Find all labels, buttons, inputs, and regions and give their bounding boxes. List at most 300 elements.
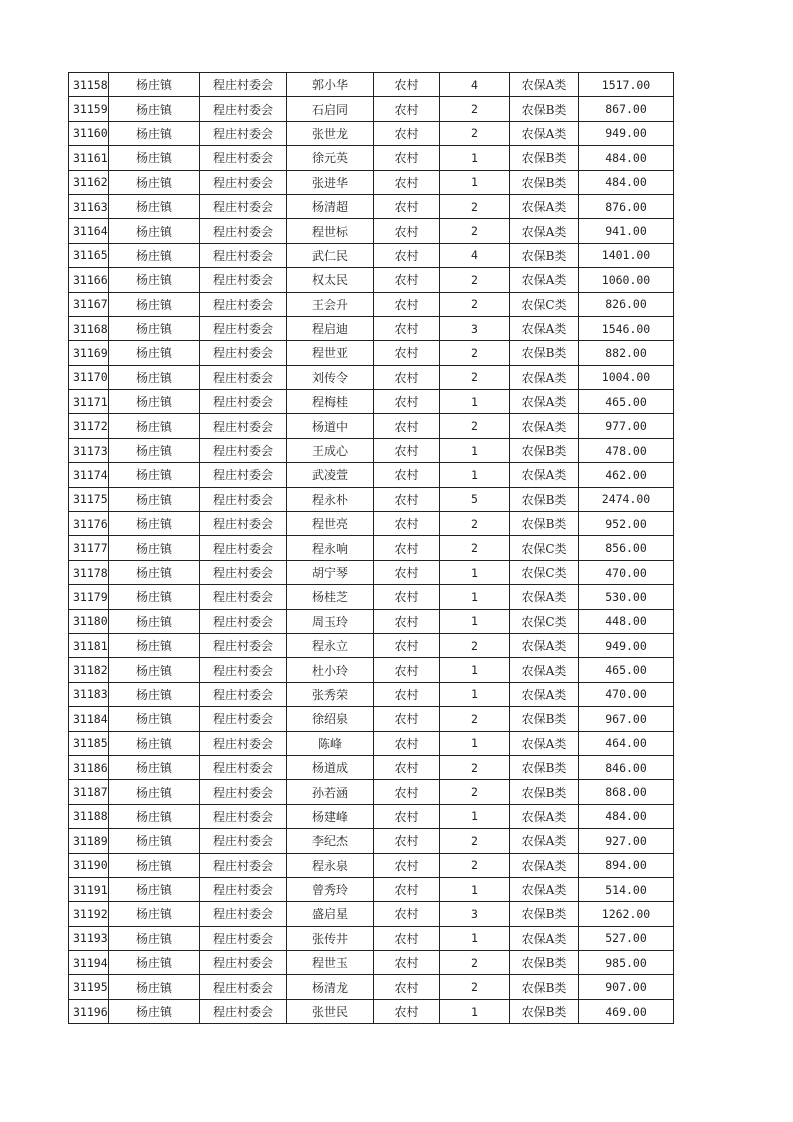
insurance-category-cell: 农保B类 bbox=[510, 951, 579, 975]
town-cell: 杨庄镇 bbox=[109, 829, 200, 853]
village-committee-cell: 程庄村委会 bbox=[200, 877, 287, 901]
table-row bbox=[69, 975, 674, 999]
amount-cell: 465.00 bbox=[579, 390, 674, 414]
family-size-cell: 1 bbox=[440, 926, 510, 950]
record-id-cell: 31183 bbox=[69, 682, 109, 706]
record-id-cell: 31174 bbox=[69, 463, 109, 487]
family-size-cell: 3 bbox=[440, 902, 510, 926]
insurance-category-cell: 农保A类 bbox=[510, 877, 579, 901]
name-cell: 张传井 bbox=[287, 926, 374, 950]
household-type-cell: 农村 bbox=[374, 97, 440, 121]
village-committee-cell: 程庄村委会 bbox=[200, 536, 287, 560]
table-row bbox=[69, 414, 674, 438]
insurance-category-cell: 农保A类 bbox=[510, 853, 579, 877]
name-cell: 李纪杰 bbox=[287, 829, 374, 853]
table-row bbox=[69, 316, 674, 340]
amount-cell: 1546.00 bbox=[579, 316, 674, 340]
village-committee-cell: 程庄村委会 bbox=[200, 463, 287, 487]
record-id-cell: 31192 bbox=[69, 902, 109, 926]
name-cell: 周玉玲 bbox=[287, 609, 374, 633]
table-row bbox=[69, 390, 674, 414]
town-cell: 杨庄镇 bbox=[109, 438, 200, 462]
town-cell: 杨庄镇 bbox=[109, 780, 200, 804]
amount-cell: 882.00 bbox=[579, 341, 674, 365]
insurance-category-cell: 农保B类 bbox=[510, 512, 579, 536]
table-row bbox=[69, 365, 674, 389]
amount-cell: 1517.00 bbox=[579, 73, 674, 97]
amount-cell: 949.00 bbox=[579, 633, 674, 657]
town-cell: 杨庄镇 bbox=[109, 292, 200, 316]
village-committee-cell: 程庄村委会 bbox=[200, 560, 287, 584]
record-id-cell: 31181 bbox=[69, 633, 109, 657]
table-row bbox=[69, 536, 674, 560]
amount-cell: 894.00 bbox=[579, 853, 674, 877]
name-cell: 杨清超 bbox=[287, 194, 374, 218]
insurance-category-cell: 农保A类 bbox=[510, 682, 579, 706]
household-type-cell: 农村 bbox=[374, 365, 440, 389]
amount-cell: 469.00 bbox=[579, 999, 674, 1023]
household-type-cell: 农村 bbox=[374, 219, 440, 243]
town-cell: 杨庄镇 bbox=[109, 926, 200, 950]
family-size-cell: 2 bbox=[440, 633, 510, 657]
insurance-category-cell: 农保B类 bbox=[510, 341, 579, 365]
village-committee-cell: 程庄村委会 bbox=[200, 512, 287, 536]
table-row bbox=[69, 707, 674, 731]
village-committee-cell: 程庄村委会 bbox=[200, 487, 287, 511]
village-committee-cell: 程庄村委会 bbox=[200, 121, 287, 145]
table-row bbox=[69, 560, 674, 584]
household-type-cell: 农村 bbox=[374, 707, 440, 731]
name-cell: 石启同 bbox=[287, 97, 374, 121]
table-row bbox=[69, 438, 674, 462]
insurance-category-cell: 农保A类 bbox=[510, 658, 579, 682]
amount-cell: 484.00 bbox=[579, 804, 674, 828]
town-cell: 杨庄镇 bbox=[109, 999, 200, 1023]
town-cell: 杨庄镇 bbox=[109, 268, 200, 292]
town-cell: 杨庄镇 bbox=[109, 219, 200, 243]
insurance-category-cell: 农保A类 bbox=[510, 121, 579, 145]
record-id-cell: 31169 bbox=[69, 341, 109, 365]
record-id-cell: 31184 bbox=[69, 707, 109, 731]
town-cell: 杨庄镇 bbox=[109, 97, 200, 121]
name-cell: 孙若涵 bbox=[287, 780, 374, 804]
household-type-cell: 农村 bbox=[374, 438, 440, 462]
insurance-category-cell: 农保B类 bbox=[510, 170, 579, 194]
town-cell: 杨庄镇 bbox=[109, 902, 200, 926]
household-type-cell: 农村 bbox=[374, 268, 440, 292]
town-cell: 杨庄镇 bbox=[109, 633, 200, 657]
record-id-cell: 31186 bbox=[69, 755, 109, 779]
table-row bbox=[69, 926, 674, 950]
village-committee-cell: 程庄村委会 bbox=[200, 926, 287, 950]
family-size-cell: 2 bbox=[440, 194, 510, 218]
record-id-cell: 31182 bbox=[69, 658, 109, 682]
table-row bbox=[69, 268, 674, 292]
name-cell: 徐元英 bbox=[287, 146, 374, 170]
village-committee-cell: 程庄村委会 bbox=[200, 292, 287, 316]
amount-cell: 985.00 bbox=[579, 951, 674, 975]
family-size-cell: 1 bbox=[440, 731, 510, 755]
town-cell: 杨庄镇 bbox=[109, 194, 200, 218]
amount-cell: 1401.00 bbox=[579, 243, 674, 267]
name-cell: 张世龙 bbox=[287, 121, 374, 145]
village-committee-cell: 程庄村委会 bbox=[200, 609, 287, 633]
town-cell: 杨庄镇 bbox=[109, 804, 200, 828]
amount-cell: 530.00 bbox=[579, 585, 674, 609]
town-cell: 杨庄镇 bbox=[109, 146, 200, 170]
family-size-cell: 2 bbox=[440, 829, 510, 853]
household-type-cell: 农村 bbox=[374, 316, 440, 340]
village-committee-cell: 程庄村委会 bbox=[200, 268, 287, 292]
household-type-cell: 农村 bbox=[374, 780, 440, 804]
name-cell: 杨道成 bbox=[287, 755, 374, 779]
household-type-cell: 农村 bbox=[374, 682, 440, 706]
village-committee-cell: 程庄村委会 bbox=[200, 194, 287, 218]
record-id-cell: 31195 bbox=[69, 975, 109, 999]
name-cell: 杨建峰 bbox=[287, 804, 374, 828]
insurance-category-cell: 农保A类 bbox=[510, 390, 579, 414]
amount-cell: 527.00 bbox=[579, 926, 674, 950]
table-row bbox=[69, 243, 674, 267]
village-committee-cell: 程庄村委会 bbox=[200, 633, 287, 657]
table-row bbox=[69, 292, 674, 316]
household-type-cell: 农村 bbox=[374, 121, 440, 145]
household-type-cell: 农村 bbox=[374, 194, 440, 218]
family-size-cell: 2 bbox=[440, 97, 510, 121]
household-type-cell: 农村 bbox=[374, 341, 440, 365]
table-row bbox=[69, 682, 674, 706]
insurance-category-cell: 农保B类 bbox=[510, 755, 579, 779]
amount-cell: 846.00 bbox=[579, 755, 674, 779]
insurance-category-cell: 农保A类 bbox=[510, 365, 579, 389]
amount-cell: 856.00 bbox=[579, 536, 674, 560]
village-committee-cell: 程庄村委会 bbox=[200, 804, 287, 828]
table-row bbox=[69, 97, 674, 121]
insurance-category-cell: 农保A类 bbox=[510, 414, 579, 438]
family-size-cell: 1 bbox=[440, 390, 510, 414]
name-cell: 王成心 bbox=[287, 438, 374, 462]
table-row bbox=[69, 951, 674, 975]
name-cell: 程世玉 bbox=[287, 951, 374, 975]
table-row bbox=[69, 780, 674, 804]
town-cell: 杨庄镇 bbox=[109, 877, 200, 901]
town-cell: 杨庄镇 bbox=[109, 755, 200, 779]
village-committee-cell: 程庄村委会 bbox=[200, 414, 287, 438]
record-id-cell: 31189 bbox=[69, 829, 109, 853]
name-cell: 武凌萱 bbox=[287, 463, 374, 487]
insurance-category-cell: 农保B类 bbox=[510, 97, 579, 121]
record-id-cell: 31159 bbox=[69, 97, 109, 121]
town-cell: 杨庄镇 bbox=[109, 975, 200, 999]
table-row bbox=[69, 804, 674, 828]
town-cell: 杨庄镇 bbox=[109, 536, 200, 560]
amount-cell: 2474.00 bbox=[579, 487, 674, 511]
amount-cell: 465.00 bbox=[579, 658, 674, 682]
record-id-cell: 31163 bbox=[69, 194, 109, 218]
family-size-cell: 2 bbox=[440, 341, 510, 365]
table-row bbox=[69, 999, 674, 1023]
name-cell: 曾秀玲 bbox=[287, 877, 374, 901]
family-size-cell: 2 bbox=[440, 292, 510, 316]
name-cell: 程永泉 bbox=[287, 853, 374, 877]
insurance-category-cell: 农保C类 bbox=[510, 292, 579, 316]
amount-cell: 941.00 bbox=[579, 219, 674, 243]
family-size-cell: 3 bbox=[440, 316, 510, 340]
record-id-cell: 31162 bbox=[69, 170, 109, 194]
table-row bbox=[69, 341, 674, 365]
record-id-cell: 31175 bbox=[69, 487, 109, 511]
insurance-category-cell: 农保A类 bbox=[510, 73, 579, 97]
record-id-cell: 31193 bbox=[69, 926, 109, 950]
household-type-cell: 农村 bbox=[374, 609, 440, 633]
household-type-cell: 农村 bbox=[374, 512, 440, 536]
town-cell: 杨庄镇 bbox=[109, 341, 200, 365]
family-size-cell: 1 bbox=[440, 438, 510, 462]
name-cell: 王会升 bbox=[287, 292, 374, 316]
village-committee-cell: 程庄村委会 bbox=[200, 951, 287, 975]
record-id-cell: 31185 bbox=[69, 731, 109, 755]
record-id-cell: 31167 bbox=[69, 292, 109, 316]
village-committee-cell: 程庄村委会 bbox=[200, 707, 287, 731]
insurance-category-cell: 农保B类 bbox=[510, 707, 579, 731]
name-cell: 杨清龙 bbox=[287, 975, 374, 999]
table-row bbox=[69, 121, 674, 145]
insurance-category-cell: 农保A类 bbox=[510, 585, 579, 609]
record-id-cell: 31164 bbox=[69, 219, 109, 243]
household-type-cell: 农村 bbox=[374, 585, 440, 609]
record-id-cell: 31158 bbox=[69, 73, 109, 97]
amount-cell: 484.00 bbox=[579, 170, 674, 194]
household-type-cell: 农村 bbox=[374, 390, 440, 414]
table-row bbox=[69, 585, 674, 609]
family-size-cell: 2 bbox=[440, 755, 510, 779]
insurance-category-cell: 农保A类 bbox=[510, 633, 579, 657]
household-type-cell: 农村 bbox=[374, 73, 440, 97]
insurance-category-cell: 农保B类 bbox=[510, 146, 579, 170]
family-size-cell: 2 bbox=[440, 268, 510, 292]
amount-cell: 448.00 bbox=[579, 609, 674, 633]
family-size-cell: 1 bbox=[440, 146, 510, 170]
insurance-category-cell: 农保B类 bbox=[510, 243, 579, 267]
town-cell: 杨庄镇 bbox=[109, 585, 200, 609]
household-type-cell: 农村 bbox=[374, 536, 440, 560]
amount-cell: 876.00 bbox=[579, 194, 674, 218]
family-size-cell: 1 bbox=[440, 804, 510, 828]
amount-cell: 1060.00 bbox=[579, 268, 674, 292]
insurance-category-cell: 农保B类 bbox=[510, 438, 579, 462]
town-cell: 杨庄镇 bbox=[109, 512, 200, 536]
town-cell: 杨庄镇 bbox=[109, 658, 200, 682]
record-id-cell: 31161 bbox=[69, 146, 109, 170]
record-id-cell: 31177 bbox=[69, 536, 109, 560]
record-id-cell: 31165 bbox=[69, 243, 109, 267]
household-type-cell: 农村 bbox=[374, 926, 440, 950]
name-cell: 张秀荣 bbox=[287, 682, 374, 706]
record-id-cell: 31196 bbox=[69, 999, 109, 1023]
household-type-cell: 农村 bbox=[374, 243, 440, 267]
family-size-cell: 2 bbox=[440, 536, 510, 560]
insurance-category-cell: 农保A类 bbox=[510, 219, 579, 243]
amount-cell: 514.00 bbox=[579, 877, 674, 901]
insurance-category-cell: 农保B类 bbox=[510, 975, 579, 999]
family-size-cell: 2 bbox=[440, 414, 510, 438]
village-committee-cell: 程庄村委会 bbox=[200, 365, 287, 389]
record-id-cell: 31172 bbox=[69, 414, 109, 438]
village-committee-cell: 程庄村委会 bbox=[200, 975, 287, 999]
table-row bbox=[69, 609, 674, 633]
table-row bbox=[69, 755, 674, 779]
family-size-cell: 2 bbox=[440, 365, 510, 389]
name-cell: 刘传令 bbox=[287, 365, 374, 389]
village-committee-cell: 程庄村委会 bbox=[200, 829, 287, 853]
name-cell: 杜小玲 bbox=[287, 658, 374, 682]
name-cell: 张世民 bbox=[287, 999, 374, 1023]
name-cell: 程世亚 bbox=[287, 341, 374, 365]
table-row bbox=[69, 512, 674, 536]
name-cell: 程世标 bbox=[287, 219, 374, 243]
amount-cell: 977.00 bbox=[579, 414, 674, 438]
village-committee-cell: 程庄村委会 bbox=[200, 902, 287, 926]
amount-cell: 949.00 bbox=[579, 121, 674, 145]
household-type-cell: 农村 bbox=[374, 731, 440, 755]
family-size-cell: 4 bbox=[440, 73, 510, 97]
insurance-category-cell: 农保B类 bbox=[510, 999, 579, 1023]
town-cell: 杨庄镇 bbox=[109, 609, 200, 633]
household-type-cell: 农村 bbox=[374, 633, 440, 657]
family-size-cell: 2 bbox=[440, 219, 510, 243]
family-size-cell: 1 bbox=[440, 170, 510, 194]
family-size-cell: 1 bbox=[440, 463, 510, 487]
village-committee-cell: 程庄村委会 bbox=[200, 390, 287, 414]
name-cell: 郭小华 bbox=[287, 73, 374, 97]
insurance-category-cell: 农保B类 bbox=[510, 487, 579, 511]
table-row bbox=[69, 633, 674, 657]
insurance-category-cell: 农保C类 bbox=[510, 536, 579, 560]
name-cell: 程世亮 bbox=[287, 512, 374, 536]
record-id-cell: 31173 bbox=[69, 438, 109, 462]
village-committee-cell: 程庄村委会 bbox=[200, 658, 287, 682]
village-committee-cell: 程庄村委会 bbox=[200, 438, 287, 462]
table-row bbox=[69, 73, 674, 97]
amount-cell: 462.00 bbox=[579, 463, 674, 487]
household-type-cell: 农村 bbox=[374, 170, 440, 194]
town-cell: 杨庄镇 bbox=[109, 560, 200, 584]
name-cell: 武仁民 bbox=[287, 243, 374, 267]
household-type-cell: 农村 bbox=[374, 414, 440, 438]
name-cell: 徐绍泉 bbox=[287, 707, 374, 731]
insurance-category-cell: 农保A类 bbox=[510, 829, 579, 853]
household-type-cell: 农村 bbox=[374, 975, 440, 999]
village-committee-cell: 程庄村委会 bbox=[200, 73, 287, 97]
table-row bbox=[69, 146, 674, 170]
amount-cell: 927.00 bbox=[579, 829, 674, 853]
table-row bbox=[69, 658, 674, 682]
family-size-cell: 2 bbox=[440, 121, 510, 145]
record-id-cell: 31188 bbox=[69, 804, 109, 828]
town-cell: 杨庄镇 bbox=[109, 951, 200, 975]
insurance-category-cell: 农保A类 bbox=[510, 926, 579, 950]
record-id-cell: 31168 bbox=[69, 316, 109, 340]
family-size-cell: 1 bbox=[440, 560, 510, 584]
data-table bbox=[68, 72, 674, 1024]
village-committee-cell: 程庄村委会 bbox=[200, 97, 287, 121]
family-size-cell: 1 bbox=[440, 658, 510, 682]
record-id-cell: 31160 bbox=[69, 121, 109, 145]
amount-cell: 868.00 bbox=[579, 780, 674, 804]
village-committee-cell: 程庄村委会 bbox=[200, 755, 287, 779]
town-cell: 杨庄镇 bbox=[109, 414, 200, 438]
table-row bbox=[69, 731, 674, 755]
household-type-cell: 农村 bbox=[374, 292, 440, 316]
amount-cell: 470.00 bbox=[579, 560, 674, 584]
amount-cell: 484.00 bbox=[579, 146, 674, 170]
amount-cell: 967.00 bbox=[579, 707, 674, 731]
town-cell: 杨庄镇 bbox=[109, 243, 200, 267]
village-committee-cell: 程庄村委会 bbox=[200, 682, 287, 706]
record-id-cell: 31171 bbox=[69, 390, 109, 414]
amount-cell: 867.00 bbox=[579, 97, 674, 121]
table-row bbox=[69, 194, 674, 218]
amount-cell: 478.00 bbox=[579, 438, 674, 462]
family-size-cell: 1 bbox=[440, 609, 510, 633]
table-row bbox=[69, 877, 674, 901]
table-row bbox=[69, 853, 674, 877]
household-type-cell: 农村 bbox=[374, 999, 440, 1023]
name-cell: 程梅桂 bbox=[287, 390, 374, 414]
household-type-cell: 农村 bbox=[374, 560, 440, 584]
village-committee-cell: 程庄村委会 bbox=[200, 146, 287, 170]
insurance-category-cell: 农保B类 bbox=[510, 902, 579, 926]
family-size-cell: 5 bbox=[440, 487, 510, 511]
family-size-cell: 4 bbox=[440, 243, 510, 267]
record-id-cell: 31179 bbox=[69, 585, 109, 609]
household-type-cell: 农村 bbox=[374, 804, 440, 828]
amount-cell: 464.00 bbox=[579, 731, 674, 755]
town-cell: 杨庄镇 bbox=[109, 707, 200, 731]
amount-cell: 1262.00 bbox=[579, 902, 674, 926]
town-cell: 杨庄镇 bbox=[109, 682, 200, 706]
family-size-cell: 1 bbox=[440, 999, 510, 1023]
family-size-cell: 2 bbox=[440, 780, 510, 804]
village-committee-cell: 程庄村委会 bbox=[200, 341, 287, 365]
household-type-cell: 农村 bbox=[374, 755, 440, 779]
town-cell: 杨庄镇 bbox=[109, 463, 200, 487]
table-row bbox=[69, 170, 674, 194]
name-cell: 杨道中 bbox=[287, 414, 374, 438]
family-size-cell: 2 bbox=[440, 975, 510, 999]
household-type-cell: 农村 bbox=[374, 853, 440, 877]
record-id-cell: 31190 bbox=[69, 853, 109, 877]
insurance-category-cell: 农保A类 bbox=[510, 463, 579, 487]
household-type-cell: 农村 bbox=[374, 463, 440, 487]
insurance-category-cell: 农保B类 bbox=[510, 780, 579, 804]
town-cell: 杨庄镇 bbox=[109, 73, 200, 97]
household-type-cell: 农村 bbox=[374, 829, 440, 853]
village-committee-cell: 程庄村委会 bbox=[200, 316, 287, 340]
household-type-cell: 农村 bbox=[374, 487, 440, 511]
insurance-category-cell: 农保A类 bbox=[510, 804, 579, 828]
household-type-cell: 农村 bbox=[374, 951, 440, 975]
town-cell: 杨庄镇 bbox=[109, 170, 200, 194]
family-size-cell: 2 bbox=[440, 512, 510, 536]
town-cell: 杨庄镇 bbox=[109, 390, 200, 414]
record-id-cell: 31180 bbox=[69, 609, 109, 633]
name-cell: 张进华 bbox=[287, 170, 374, 194]
town-cell: 杨庄镇 bbox=[109, 487, 200, 511]
village-committee-cell: 程庄村委会 bbox=[200, 999, 287, 1023]
name-cell: 程永响 bbox=[287, 536, 374, 560]
record-id-cell: 31166 bbox=[69, 268, 109, 292]
